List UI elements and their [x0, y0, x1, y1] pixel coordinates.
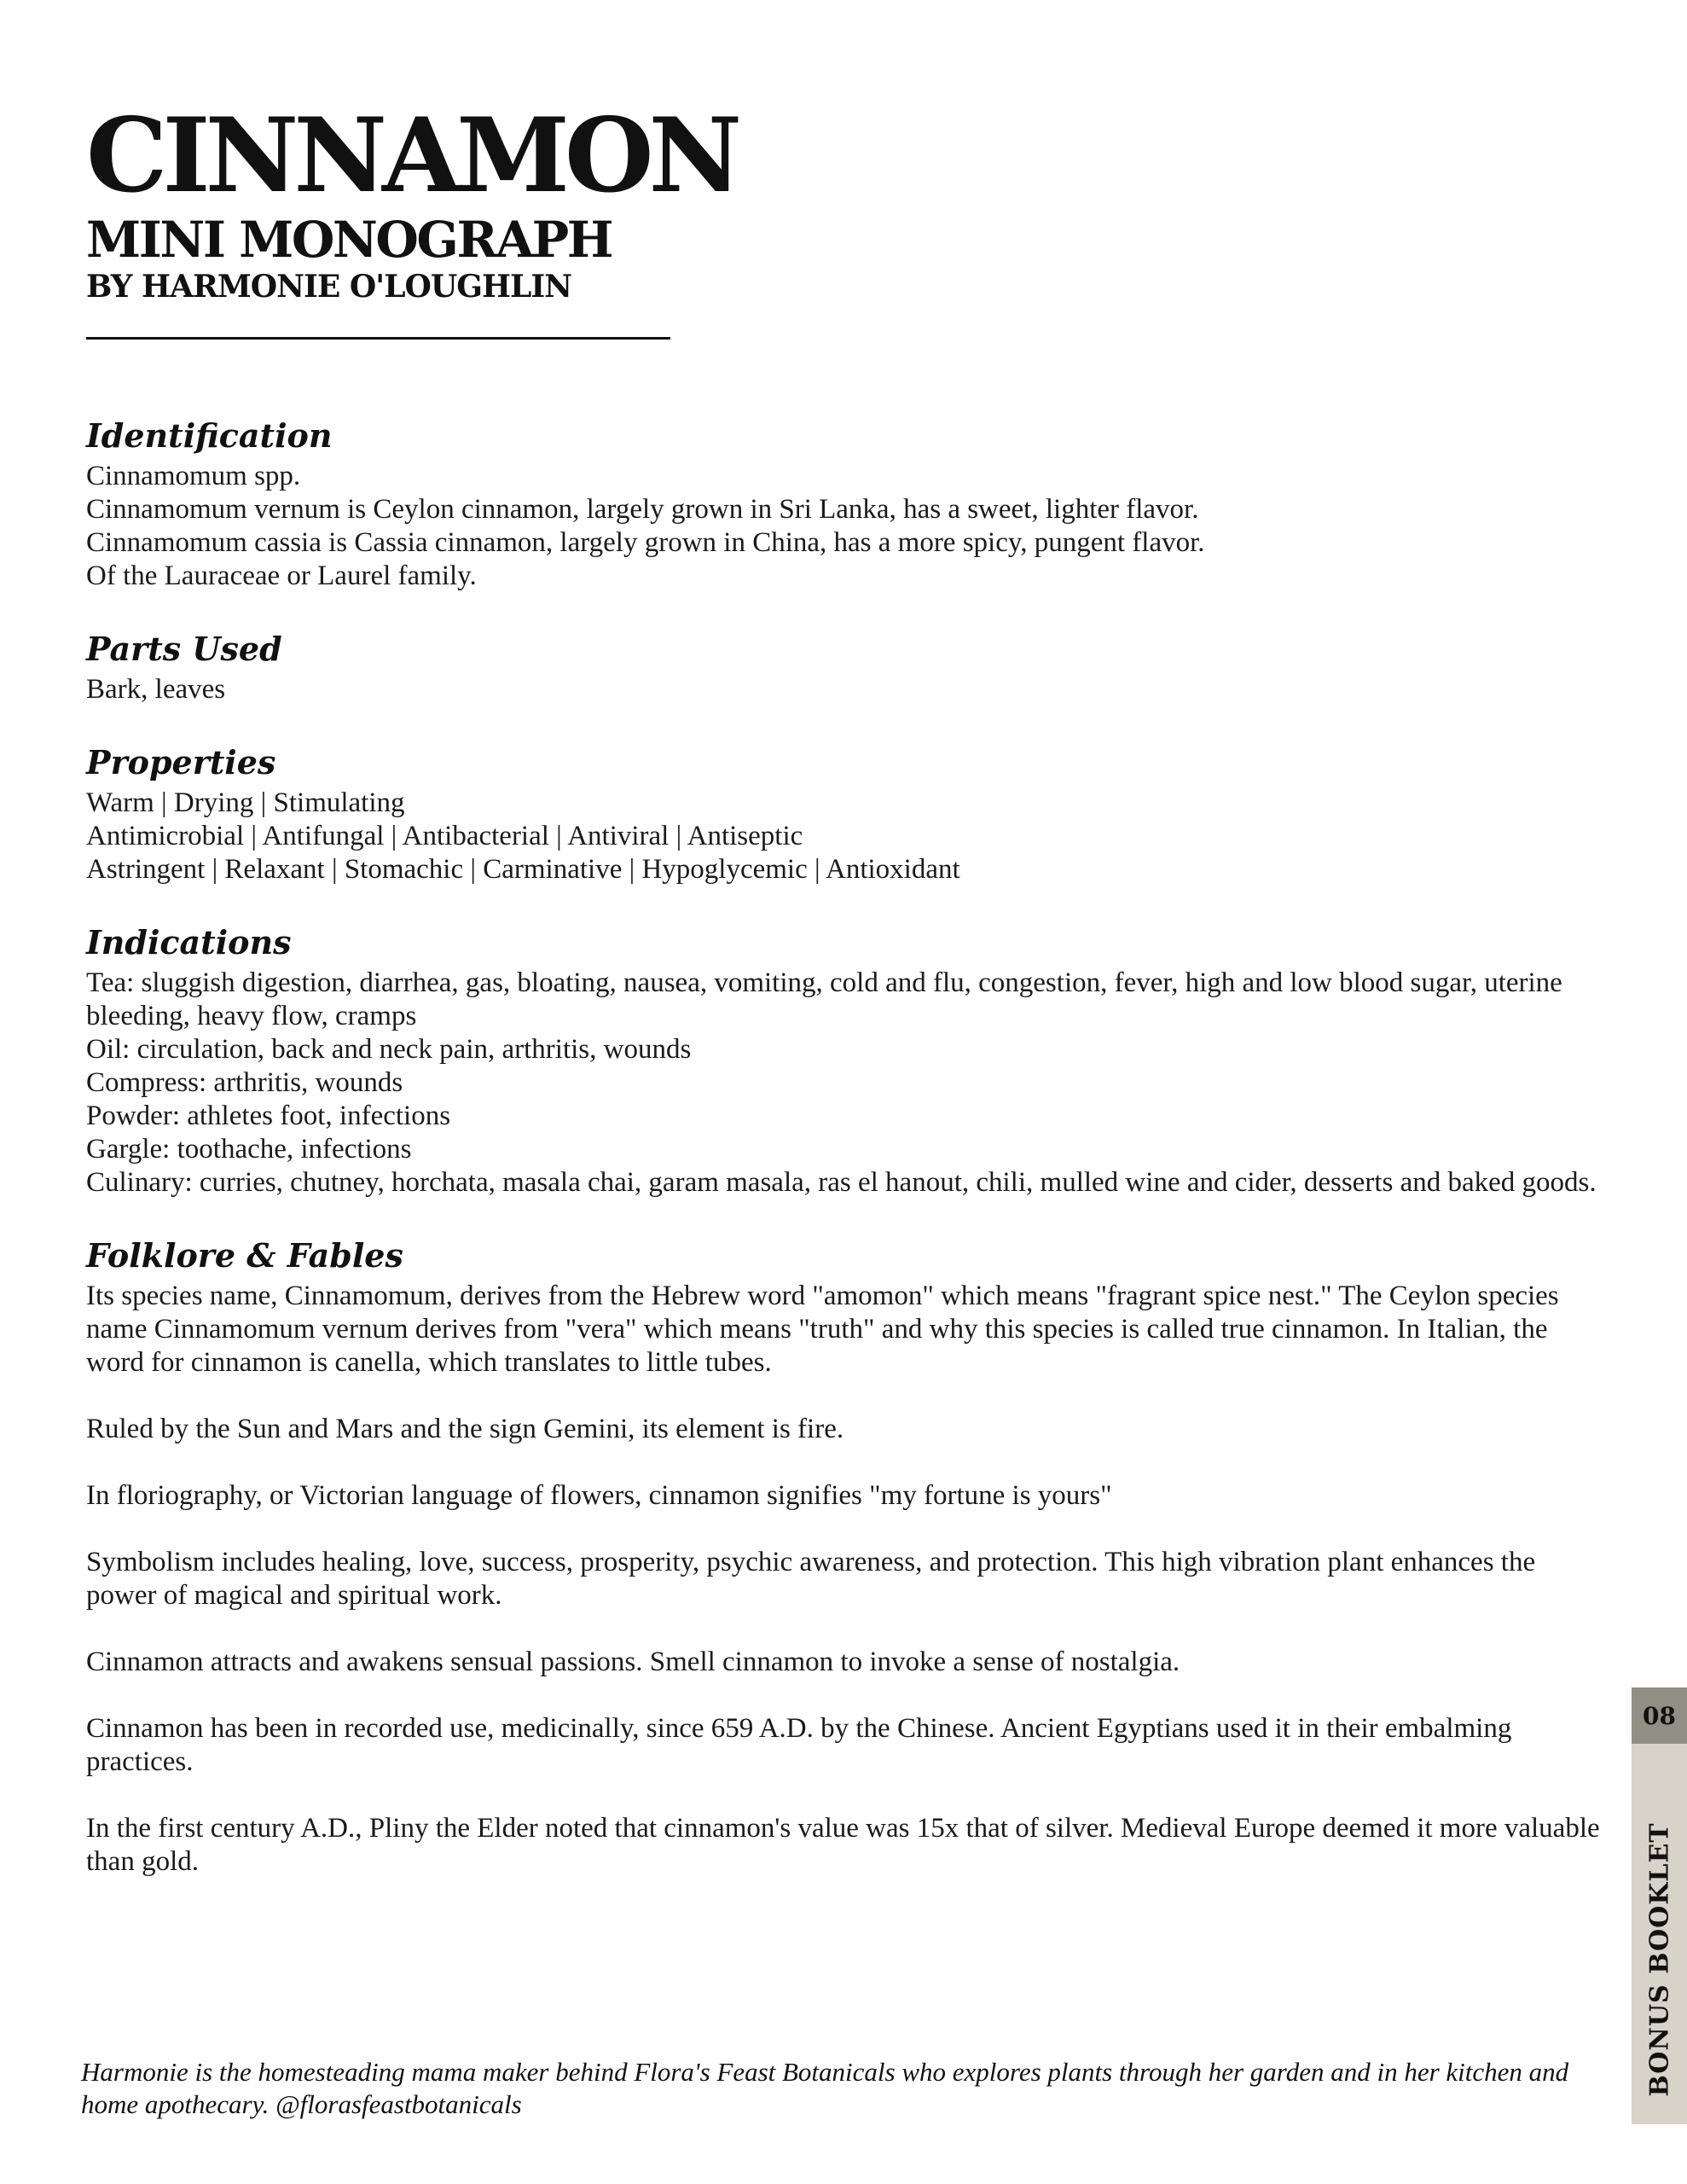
section-properties [86, 741, 1604, 886]
section-paragraph: Symbolism includes healing, love, success, prosperity, psychic awareness, and protection. This high vibration plant enhances the power of magical and spiritual work. [86, 1547, 1536, 1611]
monograph-content [86, 414, 1604, 1913]
section-line: Of the Lauraceae or Laurel family. [86, 561, 477, 591]
author-bio-footer: Harmonie is the homesteading mama maker behind Flora's Feast Botanicals who explores plants through her garden and in her kitchen and home apothecary. @florasfeastbotanicals [81, 2057, 1569, 2119]
section-paragraph: In the first century A.D., Pliny the Elder noted that cinnamon's value was 15x that of silver. Medieval Europe deemed it more valuable than gold. [86, 1813, 1600, 1877]
section-line: Warm | Drying | Stimulating [86, 787, 405, 818]
section-line: Compress: arthritis, wounds [86, 1067, 403, 1098]
page-title: CINNAMON [86, 96, 738, 216]
section-line: Oil: circulation, back and neck pain, arthritis, wounds [86, 1034, 692, 1065]
section-paragraph: Ruled by the Sun and Mars and the sign Gemini, its element is fire. [86, 1414, 844, 1444]
page-number: 08 [1632, 1687, 1687, 1744]
section-line: Tea: sluggish digestion, diarrhea, gas, bloating, nausea, vomiting, cold and flu, congestion, fever, high and low blood sugar, uterine bleeding, heavy flow, cramps [86, 967, 1570, 1031]
header-divider [86, 337, 670, 340]
section-heading: Folklore & Fables [86, 1236, 403, 1275]
section-heading: Identification [86, 416, 333, 455]
section-heading: Properties [86, 743, 276, 781]
section-line: Bark, leaves [86, 674, 226, 705]
section-parts-used [86, 627, 1604, 706]
section-line: Powder: athletes foot, infections [86, 1101, 451, 1131]
section-line: Cinnamomum spp. [86, 461, 301, 491]
booklet-label-band [1632, 1744, 1687, 2124]
section-line: Cinnamomum vernum is Ceylon cinnamon, largely grown in Sri Lanka, has a sweet, lighter flavor. [86, 494, 1199, 525]
section-paragraph: In floriography, or Victorian language of flowers, cinnamon signifies "my fortune is yours" [86, 1480, 1112, 1511]
section-indications [86, 921, 1604, 1199]
section-paragraph: Its species name, Cinnamomum, derives from the Hebrew word "amomon" which means "fragrant spice nest." The Ceylon species name Cinnamomum vernum derives from "vera" which means "truth" and why this species is called true cinnamon. In Italian, the word for cinnamon is canella, which translates to little tubes. [86, 1281, 1559, 1378]
section-line: Astringent | Relaxant | Stomachic | Carminative | Hypoglycemic | Antioxidant [86, 854, 960, 885]
section-line: Gargle: toothache, infections [86, 1134, 412, 1165]
header [86, 96, 738, 305]
section-heading: Parts Used [86, 630, 282, 668]
side-tab [1632, 1687, 1687, 2124]
section-identification [86, 414, 1604, 593]
author-byline: BY HARMONIE O'LOUGHLIN [86, 269, 572, 305]
section-line: Culinary: curries, chutney, horchata, masala chai, garam masala, ras el hanout, chili, mulled wine and cider, desserts and baked goods. [86, 1167, 1597, 1198]
section-heading: Indications [86, 923, 292, 961]
section-paragraph: Cinnamon attracts and awakens sensual passions. Smell cinnamon to invoke a sense of nostalgia. [86, 1647, 1180, 1677]
page-subtitle: MINI MONOGRAPH [86, 211, 612, 269]
section-line: Antimicrobial | Antifungal | Antibacterial | Antiviral | Antiseptic [86, 821, 803, 851]
section-line: Cinnamomum cassia is Cassia cinnamon, largely grown in China, has a more spicy, pungent flavor. [86, 527, 1205, 558]
booklet-label: BONUS BOOKLET [1644, 1822, 1674, 2097]
section-folklore [86, 1234, 1604, 1879]
section-paragraph: Cinnamon has been in recorded use, medicinally, since 659 A.D. by the Chinese. Ancient Egyptians used it in their embalming practices. [86, 1713, 1512, 1777]
